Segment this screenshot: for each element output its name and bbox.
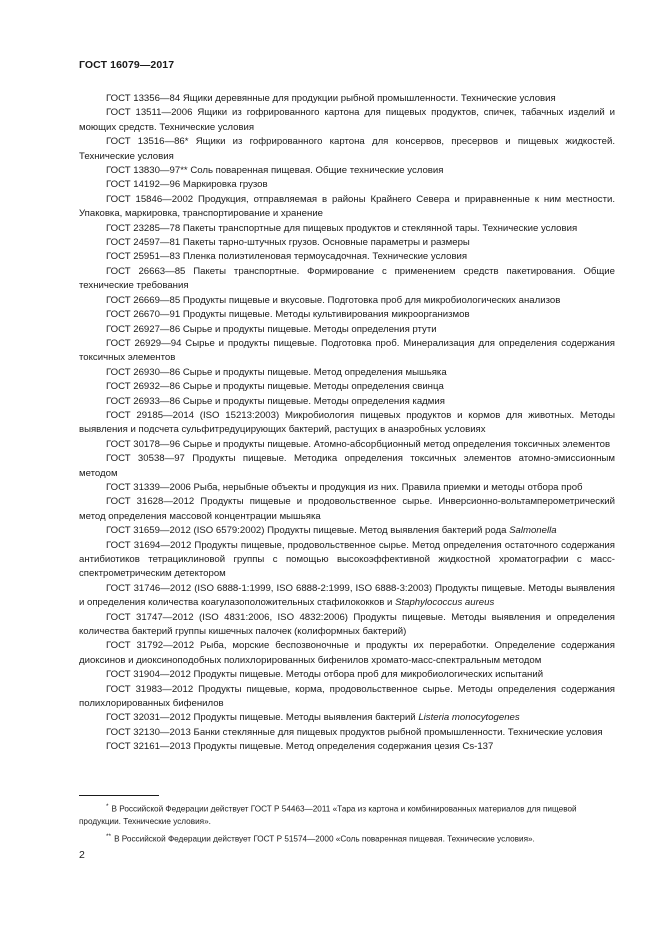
reference-item: ГОСТ 26929—94 Сырье и продукты пищевые. Подготовка проб. Минерализация для определения содержания токсичных элементов: [79, 337, 615, 364]
reference-item: ГОСТ 14192—96 Маркировка грузов: [106, 179, 268, 191]
reference-item: ГОСТ 26663—85 Пакеты транспортные. Формирование с применением средств пакетирования. Общие технические требования: [79, 265, 615, 292]
reference-item: ГОСТ 26669—85 Продукты пищевые и вкусовые. Подготовка проб для микробиологических анализов: [106, 294, 561, 306]
reference-item: ГОСТ 13356—84 Ящики деревянные для продукции рыбной промышленности. Технические условия: [106, 93, 556, 104]
reference-item: ГОСТ 31792—2012 Рыба, морские беспозвоночные и продукты их переработки. Определение содержания диоксинов и диоксиноподобных полихлорированных бифенилов хромато-масс-спектральным методом: [79, 640, 615, 666]
reference-text: ГОСТ 31746—2012 (ISO 6888-1:1999, ISO 6888-2:1999, ISO 6888-3:2003) Продукты пищевые. Методы выявления и определения количества коагулазоположительных стафилококков и: [79, 582, 615, 609]
reference-item: ГОСТ 13511—2006 Ящики из гофрированного картона для пищевых продуктов, спичек, табачных изделий и моющих средств. Технические условия: [79, 107, 615, 133]
reference-species-name: Listeria monocytogenes: [418, 712, 520, 724]
page-number: 2: [79, 849, 85, 861]
reference-item: ГОСТ 26927—86 Сырье и продукты пищевые. Методы определения ртути: [106, 323, 437, 335]
reference-item: ГОСТ 31628—2012 Продукты пищевые и продовольственное сырье. Инверсионно-вольтамперометрический метод определения массовой концентрации мышьяка: [79, 496, 615, 522]
reference-item: ГОСТ 13830—97** Соль поваренная пищевая. Общие технические условия: [106, 165, 444, 177]
footnote-item: [79, 831, 615, 846]
reference-item: ГОСТ 26670—91 Продукты пищевые. Методы культивирования микроорганизмов: [106, 309, 470, 321]
reference-item: ГОСТ 31904—2012 Продукты пищевые. Методы отбора проб для микробиологических испытаний: [106, 669, 544, 681]
footnotes: [79, 801, 615, 848]
normative-references-list: [79, 92, 615, 755]
reference-item: ГОСТ 31983—2012 Продукты пищевые, корма, продовольственное сырье. Методы определения содержания полихлорированных бифенилов: [79, 683, 615, 710]
reference-item: ГОСТ 30178—96 Сырье и продукты пищевые. Атомно-абсорбционный метод определения токсичных элементов: [106, 438, 611, 450]
reference-item: ГОСТ 30538—97 Продукты пищевые. Методика определения токсичных элементов атомно-эмиссионным методом: [79, 453, 615, 479]
reference-item: [79, 711, 615, 725]
reference-text: ГОСТ 32031—2012 Продукты пищевые. Методы выявления бактерий: [106, 712, 419, 724]
reference-species-name: Staphylococcus aureus: [395, 597, 495, 609]
reference-item: ГОСТ 13516—86* Ящики из гофрированного картона для консервов, пресервов и пищевых жидкостей. Технические условия: [79, 136, 615, 162]
reference-text: ГОСТ 31659—2012 (ISO 6579:2002) Продукты пищевые. Метод выявления бактерий рода: [106, 525, 510, 537]
reference-item: ГОСТ 15846—2002 Продукция, отправляемая в районы Крайнего Севера и приравненные к ним местности. Упаковка, маркировка, транспортирование и хранение: [79, 193, 615, 220]
document-header: ГОСТ 16079—2017: [79, 59, 175, 71]
reference-item: ГОСТ 32161—2013 Продукты пищевые. Метод определения содержания цезия Cs-137: [106, 741, 494, 753]
reference-item: ГОСТ 24597—81 Пакеты тарно-штучных грузов. Основные параметры и размеры: [106, 237, 470, 249]
reference-item: [79, 582, 615, 611]
reference-item: ГОСТ 23285—78 Пакеты транспортные для пищевых продуктов и стеклянной тары. Технические условия: [106, 222, 578, 234]
footnote-separator: [79, 795, 159, 796]
footnote-mark: *: [106, 803, 109, 810]
reference-species-name: Salmonella: [509, 525, 557, 537]
footnote-text: В Российской Федерации действует ГОСТ Р 54463—2011 «Тара из картона и комбинированных материалов для пищевой продукции. Технические условия».: [79, 804, 577, 827]
reference-item: ГОСТ 26930—86 Сырье и продукты пищевые. Метод определения мышьяка: [106, 366, 447, 378]
reference-item: ГОСТ 32130—2013 Банки стеклянные для пищевых продуктов рыбной промышленности. Технические условия: [106, 726, 603, 738]
reference-item: ГОСТ 31747—2012 (ISO 4831:2006, ISO 4832:2006) Продукты пищевые. Методы выявления и определения количества бактерий группы кишечных палочек (колиформных бактерий): [79, 611, 615, 638]
reference-item: ГОСТ 31694—2012 Продукты пищевые, продовольственное сырье. Метод определения остаточного содержания антибиотиков тетрациклиновой группы с помощью высокоэффективной жидкостной хроматографии с масс-спектрометрическим детектором: [79, 539, 615, 580]
reference-item: ГОСТ 25951—83 Пленка полиэтиленовая термоусадочная. Технические условия: [106, 251, 468, 263]
footnote-item: [79, 801, 615, 829]
reference-item: [79, 524, 615, 538]
footnote-mark: **: [106, 832, 112, 840]
reference-item: ГОСТ 29185—2014 (ISO 15213:2003) Микробиология пищевых продуктов и кормов для животных. Методы выявления и подсчета сульфитредуцирующих бактерий, растущих в анаэробных условиях: [79, 409, 615, 436]
reference-item: ГОСТ 26933—86 Сырье и продукты пищевые. Методы определения кадмия: [106, 395, 445, 407]
reference-item: ГОСТ 26932—86 Сырье и продукты пищевые. Методы определения свинца: [106, 381, 444, 393]
reference-item: ГОСТ 31339—2006 Рыба, нерыбные объекты и продукция из них. Правила приемки и методы отбора проб: [106, 481, 583, 493]
footnote-text: В Российской Федерации действует ГОСТ Р 51574—2000 «Соль поваренная пищевая. Технические условия».: [114, 834, 535, 844]
